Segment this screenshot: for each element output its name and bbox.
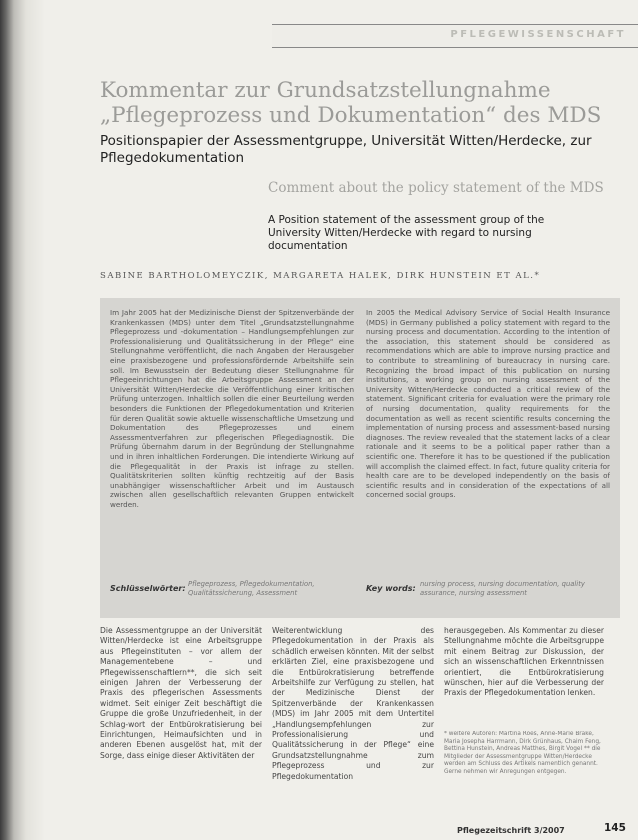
abstract-english: In 2005 the Medical Advisory Service of Social Health Insurance (MDS) in Germany published a policy statement with regard to the nursing process and documentation. According to the intention of the association, this statement should be considered as recommendations which are able to improve nursing practice and to contribute to streamlining of bureaucracy in nursing care. Recognizing the broad impact of this publication on nursing institutions, a working group on nursing assessment of the University Witten/Herdecke conducted a critical review of the statement. Significant criteria for evaluation were the primary role of nursing documentation, quality requirements for the documentation as well as recent scientific results concerning the implementation of nursing process and assessment-based nursing diagnoses. The review revealed that the statement lacks of a clear rationale and it seems to be a political paper rather than a scientific one. Therefore it has to be questioned if the publication will accomplish the claimed effect. In fact, future quality criteria for health care are to be developed independently on the basis of scientific results and in consideration of the expectations of all concerned social groups. xyxy=(366,308,610,500)
page-number: 145 xyxy=(604,822,626,834)
keywords-german: Pflegeprozess, Pflegedokumentation, Qualitätssicherung, Assessment xyxy=(188,580,315,597)
article-title: Kommentar zur Grundsatzstellungnahme „Pflegeprozess und Dokumentation“ des MDS xyxy=(100,78,602,128)
book-gutter-shadow xyxy=(0,0,44,840)
abstract-german: Im Jahr 2005 hat der Medizinische Dienst der Spitzenverbände der Krankenkassen (MDS) unter dem Titel „Grundsatzstellungnahme Pflegeprozess und -dokumentation – Handlungsempfehlungen zur Professionalisierung und Qualitätssicherung in der Pflege“ eine Stellungnahme veröffentlicht, die nach Angaben der Herausgeber eine praxisbezogene und professionsfördernde Arbeitshilfe sein soll. Im Bewusstsein der Bedeutung dieser Stellungnahme für Pflegeeinrichtungen hat die Arbeitsgruppe Assessment an der Universität Witten/Herdecke die Veröffentlichung einer kritischen Prüfung unterzogen. Inhaltlich sollen die einer Beurteilung werden besonders die Funktionen der Pflegedokumentation und Kriterien für deren Qualität sowie aktuelle wissenschaftliche Umsetzung und Dokumentation des Pflegeprozesses und einem Assessmentverfahren zur pflegerischen Pflegediagnostik. Die Prüfung übernahm darum in der Begründung der Stellungnahme und in ihren inhaltlichen Forderungen. Die intendierte Wirkung auf die Pflegequalität in der Praxis ist infrage zu stellen. Qualitätskriterien sollten künftig rechtzeitig auf der Basis unabhängiger wissenschaftlicher Arbeit und im Austausch zwischen allen gesellschaftlich relevanten Gruppen entwickelt werden. xyxy=(110,308,354,509)
abstract-box xyxy=(100,298,620,618)
keywords-english: nursing process, nursing documentation, quality assurance, nursing assessment xyxy=(420,580,585,597)
footnote: * weitere Autoren: Martina Roes, Anne-Marie Brake, Maria Josepha Harrmann, Dirk Grünhaus, Chaim Feng, Bettina Hunstein, Andreas Matthes, Birgit Vogel ** die Mitglieder der Assessmentgruppe Witten/Herdecke werden am Schluss des Artikels namentlich genannt. Gerne nehmen wir Anregungen entgegen. xyxy=(444,731,601,775)
article-subtitle-english: A Position statement of the assessment group of the University Witten/Herdecke with regard to nursing documentation xyxy=(268,214,545,252)
body-column-1: Die Assessmentgruppe an der Universität Witten/Herdecke ist eine Arbeitsgruppe aus Pflegeinstituten – vor allem der Managementebene – und Pflegewissenschaftlern**, die sich seit einigen Jahren der Verbesserung der Praxis des pflegerischen Assessments widmet. Seit einiger Zeit beschäftigt die Gruppe die große Unzufriedenheit, in der Schlag‑wort der Entbürokratisierung bei Einrichtungen, Heimaufsichten und in anderen Ebenen ausgelöst hat, mit der Sorge, dass einige dieser Aktivitäten der xyxy=(100,626,262,760)
author-line: SABINE BARTHOLOMEYCZIK, MARGARETA HALEK, DIRK HUNSTEIN ET AL.* xyxy=(100,271,541,281)
keywords-label-german: Schlüsselwörter: xyxy=(110,584,186,593)
body-column-3: herausgegeben. Als Kommentar zu dieser Stellungnahme möchte die Arbeitsgruppe mit einem Beitrag zur Diskussion, der sich an wissenschaftlichen Erkenntnissen orientiert, die Entbürokratisierung wünschen, hier auf die Verbesserung der Praxis der Pflegedokumentation lenken. xyxy=(444,626,604,698)
section-label: PFLEGEWISSENSCHAFT xyxy=(450,29,626,40)
keywords-label-english: Key words: xyxy=(366,584,416,593)
footer-journal: Pflegezeitschrift 3/2007 xyxy=(457,826,565,835)
article-title-english: Comment about the policy statement of the MDS xyxy=(268,180,604,196)
section-header-bar xyxy=(272,24,638,48)
article-subtitle: Positionspapier der Assessmentgruppe, Universität Witten/Herdecke, zur Pflegedokumentation xyxy=(100,133,592,166)
body-column-2: Weiterentwicklung des Pflegedokumentation in der Praxis als schädlich erweisen könnten. Mit der selbst erklärten Ziel, eine praxisbezogene und die Entbürokratisierung betreffende Arbeitshilfe zur Verfügung zu stellen, hat der Medizinische Dienst der Spitzenverbände der Krankenkassen (MDS) im Jahr 2005 mit dem Untertitel „Handlungsempfehlungen zur Professionalisierung und Qualitätssicherung in der Pflege“ eine Grundsatzstellungnahme zum Pflegeprozess und zur Pflegedokumentation xyxy=(272,626,434,781)
